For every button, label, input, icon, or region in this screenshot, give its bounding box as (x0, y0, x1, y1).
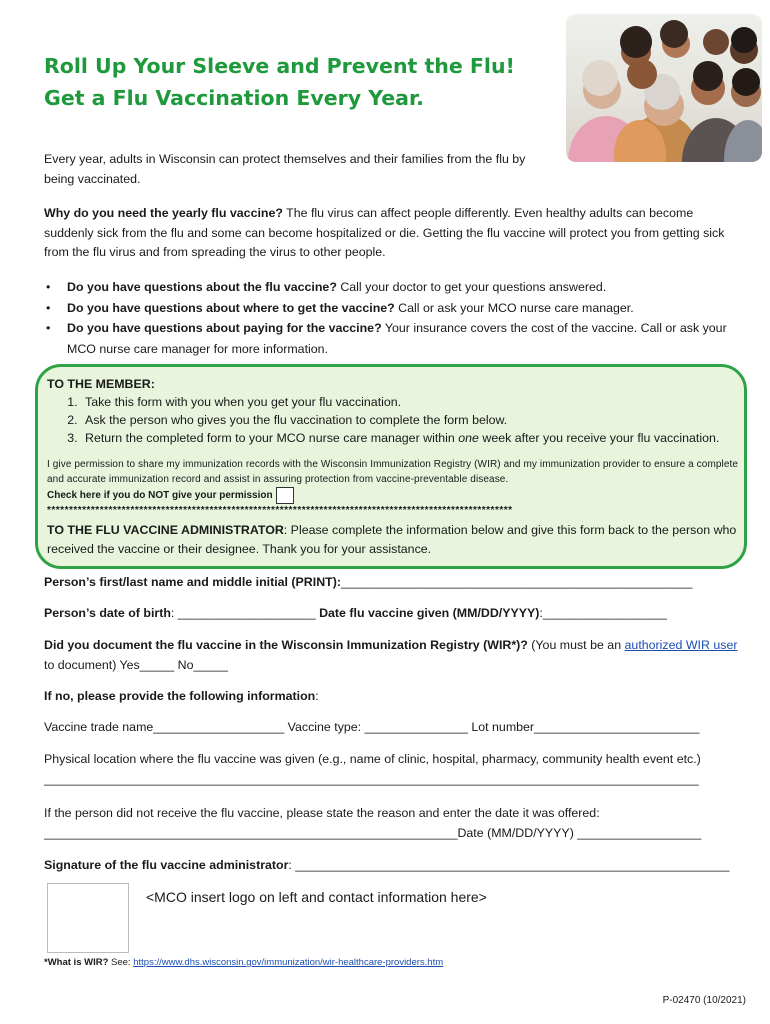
not-received-field[interactable] (44, 804, 744, 843)
form-number: P-02470 (10/2021) (662, 995, 746, 1006)
logo-instruction: <MCO insert logo on left and contact information here> (146, 889, 487, 905)
why-question: Why do you need the yearly flu vaccine? (44, 206, 283, 220)
administrator-instructions (47, 521, 739, 559)
step-text: Return the completed form to your MCO nurse care manager within (85, 431, 459, 445)
step-emphasis: one (458, 431, 479, 445)
permission-statement: I give permission to share my immunization records with the Wisconsin Immunization Registry (WIR) and my immunization provider to ensure a complete and accurate immunization record and assist in assuring protection from vaccine-preventable disease. (47, 459, 739, 485)
checkbox-label: Check here if you do NOT give your permission (47, 490, 273, 502)
dob-input[interactable]: : ____________________ (170, 606, 320, 620)
list-item (44, 298, 734, 319)
member-steps (47, 393, 739, 447)
location-input[interactable]: _______________________________________________________________________________________________ (44, 771, 699, 786)
step-item (81, 429, 739, 447)
signature-label: Signature of the flu vaccine administrator (44, 858, 289, 872)
bullet-question: Do you have questions about the flu vaccine? (67, 280, 337, 294)
dob-row (44, 604, 667, 623)
dob-label: Person’s date of birth (44, 606, 171, 620)
people-illustration (566, 14, 762, 162)
intro-paragraph: Every year, adults in Wisconsin can protect themselves and their families from the flu by being vaccinated. (44, 152, 526, 186)
no-permission-checkbox[interactable] (276, 487, 294, 504)
bullet-question: Do you have questions about where to get the vaccine? (67, 300, 395, 315)
wir-url-link[interactable]: https://www.dhs.wisconsin.gov/immunization/wir-healthcare-providers.htm (133, 957, 444, 968)
list-item (44, 318, 734, 359)
wir-footnote-question: *What is WIR? (44, 957, 109, 968)
mco-logo-placeholder (47, 883, 129, 953)
location-field[interactable] (44, 750, 744, 789)
location-label: Physical location where the flu vaccine was given (e.g., name of clinic, hospital, pharmacy, community health event etc.) (44, 752, 701, 766)
if-no-heading (44, 687, 319, 706)
signature-row[interactable] (44, 856, 729, 875)
list-item (44, 277, 734, 298)
wir-question-row (44, 636, 744, 675)
bullet-answer: Call or ask your MCO nurse care manager. (394, 300, 634, 315)
if-no-colon: : (315, 689, 319, 703)
date-given-label: Date flu vaccine given (MM/DD/YYYY) (319, 606, 540, 620)
questions-list (44, 277, 734, 359)
vaccine-details-row[interactable]: Vaccine trade name___________________ Vaccine type: _______________ Lot number________________________ (44, 720, 700, 734)
not-received-input[interactable]: ____________________________________________________________Date (MM/DD/YYYY) __________________ (44, 825, 702, 840)
name-field-row[interactable] (44, 573, 692, 592)
if-no-label: If no, please provide the following information (44, 689, 316, 703)
bullet-answer: Your insurance covers the cost of the vaccine. Call or ask your MCO nurse care manager for more information. (67, 321, 727, 356)
wir-footnote (44, 956, 443, 970)
group-photo (566, 14, 762, 162)
admin-text: : Please complete the information below and give this form back to the person who received the vaccine or their designee. Thank you for your assistance. (47, 523, 737, 557)
step-text: week after you receive your flu vaccination. (478, 431, 720, 445)
name-input[interactable]: ___________________________________________________ (340, 575, 693, 589)
bullet-question: Do you have questions about paying for the vaccine? (67, 321, 382, 335)
step-item: 2. Ask the person who gives you the flu vaccination to complete the form below. (81, 411, 739, 429)
authorized-wir-user-link[interactable]: authorized WIR user (624, 638, 738, 652)
date-given-input[interactable]: :__________________ (539, 606, 667, 620)
why-paragraph (44, 204, 734, 263)
signature-input[interactable]: : _______________________________________________________________ (288, 858, 730, 872)
divider-stars: ********************************************************************************************************** (47, 505, 513, 517)
title-line-2: Get a Flu Vaccination Every Year. (44, 86, 424, 110)
bullet-answer: Call your doctor to get your questions answered. (336, 280, 607, 294)
permission-checkbox-row (47, 487, 739, 504)
page-title (44, 50, 564, 114)
member-instructions-box (35, 364, 747, 569)
admin-heading: TO THE FLU VACCINE ADMINISTRATOR (47, 523, 284, 538)
bullet-icon: • (46, 280, 51, 294)
bullet-icon: • (46, 321, 51, 335)
why-answer: The flu virus can affect people differently. Even healthy adults can become suddenly sick from the flu and some can become hospitalized or die. Getting the flu vaccine will protect you from getting sick from the flu virus and from spreading the virus to other people. (44, 206, 725, 259)
wir-see: See: (108, 957, 134, 968)
yes-no-fields[interactable]: to document) Yes_____ No_____ (44, 657, 228, 672)
bullet-icon: • (46, 300, 51, 315)
not-received-label: If the person did not receive the flu vaccine, please state the reason and enter the date it was offered: (44, 806, 600, 820)
step-item: 1. Take this form with you when you get your flu vaccination. (81, 393, 739, 411)
member-heading: TO THE MEMBER: (47, 377, 155, 391)
wir-note: (You must be an (527, 638, 625, 652)
name-label: Person’s first/last name and middle initial (PRINT): (44, 575, 341, 589)
title-line-1: Roll Up Your Sleeve and Prevent the Flu! (44, 54, 515, 78)
wir-question: Did you document the flu vaccine in the Wisconsin Immunization Registry (WIR*)? (44, 638, 528, 652)
